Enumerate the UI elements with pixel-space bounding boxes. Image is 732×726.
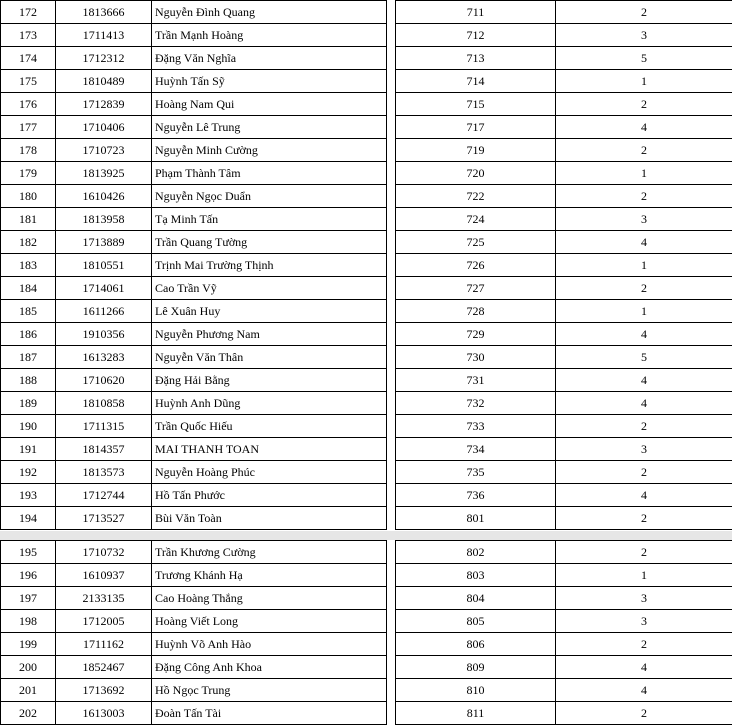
row-number: 176 [1,93,56,116]
student-id: 1712839 [56,93,152,116]
table-row [1,541,387,564]
table-row [396,24,732,47]
table-row [1,610,387,633]
row-number: 197 [1,587,56,610]
row-number: 196 [1,564,56,587]
room-table-right [395,0,732,530]
table-row [396,702,732,725]
table-row [1,116,387,139]
room-number: 734 [396,438,556,461]
student-name: Trần Mạnh Hoàng [152,24,387,47]
table-row [1,24,387,47]
room-number: 725 [396,231,556,254]
student-id: 1710406 [56,116,152,139]
table-row [1,70,387,93]
table-row [1,139,387,162]
table-row [396,346,732,369]
room-number: 719 [396,139,556,162]
occupant-count: 2 [556,1,732,24]
room-number: 727 [396,277,556,300]
occupant-count: 1 [556,70,732,93]
row-number: 189 [1,392,56,415]
page-break-gap [0,531,732,540]
occupant-count: 1 [556,254,732,277]
student-name: Đặng Hải Bằng [152,369,387,392]
row-number: 192 [1,461,56,484]
student-table-left [0,0,387,530]
student-name: Bùi Văn Toàn [152,507,387,530]
student-name: Nguyễn Đình Quang [152,1,387,24]
occupant-count: 2 [556,541,732,564]
room-number: 804 [396,587,556,610]
table-row [396,507,732,530]
student-name: Nguyễn Hoàng Phúc [152,461,387,484]
table-row [396,208,732,231]
student-name: Phạm Thành Tâm [152,162,387,185]
student-id: 1711162 [56,633,152,656]
student-id: 1610426 [56,185,152,208]
table-row [396,610,732,633]
student-id: 1814357 [56,438,152,461]
room-number: 736 [396,484,556,507]
student-id: 1852467 [56,656,152,679]
table-row [1,507,387,530]
row-number: 200 [1,656,56,679]
student-id: 1611266 [56,300,152,323]
student-id: 1813958 [56,208,152,231]
student-name: Huỳnh Tấn Sỹ [152,70,387,93]
row-number: 172 [1,1,56,24]
student-name: MAI THANH TOAN [152,438,387,461]
occupant-count: 1 [556,300,732,323]
student-name: Đặng Văn Nghĩa [152,47,387,70]
occupant-count: 2 [556,93,732,116]
student-id: 1810551 [56,254,152,277]
occupant-count: 2 [556,633,732,656]
table-row [396,461,732,484]
row-number: 183 [1,254,56,277]
table-row [396,162,732,185]
student-id: 1710732 [56,541,152,564]
table-row [396,392,732,415]
table-row [396,323,732,346]
occupant-count: 2 [556,139,732,162]
room-number: 712 [396,24,556,47]
table-row [396,93,732,116]
row-number: 185 [1,300,56,323]
student-id: 1713527 [56,507,152,530]
table-row [396,231,732,254]
row-number: 190 [1,415,56,438]
student-name: Hồ Ngọc Trung [152,679,387,702]
row-number: 202 [1,702,56,725]
room-number: 717 [396,116,556,139]
table-row [396,1,732,24]
student-name: Trần Khương Cường [152,541,387,564]
table-row [1,702,387,725]
room-number: 802 [396,541,556,564]
occupant-count: 4 [556,369,732,392]
student-name: Cao Trần Vỹ [152,277,387,300]
occupant-count: 2 [556,277,732,300]
student-id: 1711315 [56,415,152,438]
table-row [1,369,387,392]
table-row [396,587,732,610]
student-id: 1813925 [56,162,152,185]
student-id: 1810858 [56,392,152,415]
occupant-count: 4 [556,392,732,415]
occupant-count: 3 [556,438,732,461]
student-name: Nguyễn Ngọc Duẩn [152,185,387,208]
table-row [1,93,387,116]
table-row [396,277,732,300]
student-name: Trần Quang Tường [152,231,387,254]
row-number: 182 [1,231,56,254]
occupant-count: 5 [556,346,732,369]
student-name: Đặng Công Anh Khoa [152,656,387,679]
table-row [396,438,732,461]
room-number: 720 [396,162,556,185]
room-number: 806 [396,633,556,656]
table-row [1,47,387,70]
student-id: 1710723 [56,139,152,162]
table-row [396,116,732,139]
table-row [396,415,732,438]
occupant-count: 4 [556,231,732,254]
student-name: Hoàng Nam Qui [152,93,387,116]
room-number: 724 [396,208,556,231]
room-number: 810 [396,679,556,702]
room-table-right [395,540,732,725]
student-id: 1613003 [56,702,152,725]
student-id: 1713692 [56,679,152,702]
room-number: 715 [396,93,556,116]
occupant-count: 2 [556,185,732,208]
room-number: 801 [396,507,556,530]
row-number: 195 [1,541,56,564]
student-id: 1711413 [56,24,152,47]
table-row [1,415,387,438]
table-row [1,564,387,587]
occupant-count: 5 [556,47,732,70]
student-name: Nguyễn Minh Cường [152,139,387,162]
room-number: 714 [396,70,556,93]
student-id: 1710620 [56,369,152,392]
row-number: 175 [1,70,56,93]
row-number: 193 [1,484,56,507]
room-number: 711 [396,1,556,24]
table-row [396,484,732,507]
student-id: 1712005 [56,610,152,633]
occupant-count: 4 [556,679,732,702]
student-name: Tạ Minh Tấn [152,208,387,231]
occupant-count: 4 [556,656,732,679]
room-number: 722 [396,185,556,208]
occupant-count: 4 [556,116,732,139]
student-name: Huỳnh Anh Dũng [152,392,387,415]
student-id: 1813666 [56,1,152,24]
table-row [1,392,387,415]
student-name: Cao Hoàng Thắng [152,587,387,610]
table-row [1,254,387,277]
student-name: Nguyễn Lê Trung [152,116,387,139]
table-row [396,300,732,323]
student-id: 1810489 [56,70,152,93]
row-number: 184 [1,277,56,300]
table-row [396,254,732,277]
occupant-count: 2 [556,415,732,438]
room-number: 733 [396,415,556,438]
room-number: 728 [396,300,556,323]
student-id: 1610937 [56,564,152,587]
row-number: 186 [1,323,56,346]
room-number: 735 [396,461,556,484]
occupant-count: 2 [556,507,732,530]
room-number: 731 [396,369,556,392]
row-number: 191 [1,438,56,461]
table-row [1,208,387,231]
table-row [396,633,732,656]
occupant-count: 4 [556,323,732,346]
room-number: 713 [396,47,556,70]
table-row [396,564,732,587]
table-row [396,70,732,93]
student-table-left [0,540,387,725]
student-name: Đoàn Tấn Tài [152,702,387,725]
room-number: 732 [396,392,556,415]
row-number: 187 [1,346,56,369]
row-number: 181 [1,208,56,231]
occupant-count: 1 [556,162,732,185]
table-row [396,185,732,208]
row-number: 194 [1,507,56,530]
table-row [396,139,732,162]
student-id: 1712312 [56,47,152,70]
table-row [396,47,732,70]
row-number: 188 [1,369,56,392]
table-row [1,346,387,369]
row-number: 198 [1,610,56,633]
student-id: 2133135 [56,587,152,610]
occupant-count: 2 [556,461,732,484]
student-name: Trịnh Mai Trường Thịnh [152,254,387,277]
student-name: Huỳnh Võ Anh Hào [152,633,387,656]
table-row [1,679,387,702]
student-name: Nguyễn Phương Nam [152,323,387,346]
student-name: Lê Xuân Huy [152,300,387,323]
student-id: 1910356 [56,323,152,346]
row-number: 174 [1,47,56,70]
table-row [396,541,732,564]
table-row [396,656,732,679]
table-row [1,277,387,300]
student-id: 1813573 [56,461,152,484]
room-number: 729 [396,323,556,346]
student-name: Hoàng Viết Long [152,610,387,633]
room-number: 809 [396,656,556,679]
occupant-count: 4 [556,484,732,507]
row-number: 180 [1,185,56,208]
table-row [1,300,387,323]
table-row [1,185,387,208]
table-row [1,484,387,507]
occupant-count: 3 [556,208,732,231]
student-name: Nguyễn Văn Thân [152,346,387,369]
table-row [1,438,387,461]
student-id: 1613283 [56,346,152,369]
room-number: 726 [396,254,556,277]
occupant-count: 3 [556,610,732,633]
table-row [1,323,387,346]
room-number: 730 [396,346,556,369]
occupant-count: 2 [556,702,732,725]
table-row [1,587,387,610]
row-number: 179 [1,162,56,185]
student-id: 1714061 [56,277,152,300]
room-number: 803 [396,564,556,587]
row-number: 173 [1,24,56,47]
table-row [1,1,387,24]
table-row [1,461,387,484]
table-row [1,633,387,656]
row-number: 201 [1,679,56,702]
occupant-count: 3 [556,587,732,610]
table-row [396,369,732,392]
table-row [1,231,387,254]
occupant-count: 1 [556,564,732,587]
student-id: 1712744 [56,484,152,507]
table-row [396,679,732,702]
row-number: 178 [1,139,56,162]
row-number: 177 [1,116,56,139]
student-name: Trần Quốc Hiếu [152,415,387,438]
row-number: 199 [1,633,56,656]
student-name: Trương Khánh Hạ [152,564,387,587]
occupant-count: 3 [556,24,732,47]
room-number: 805 [396,610,556,633]
student-id: 1713889 [56,231,152,254]
table-row [1,162,387,185]
room-number: 811 [396,702,556,725]
student-name: Hồ Tấn Phước [152,484,387,507]
table-row [1,656,387,679]
